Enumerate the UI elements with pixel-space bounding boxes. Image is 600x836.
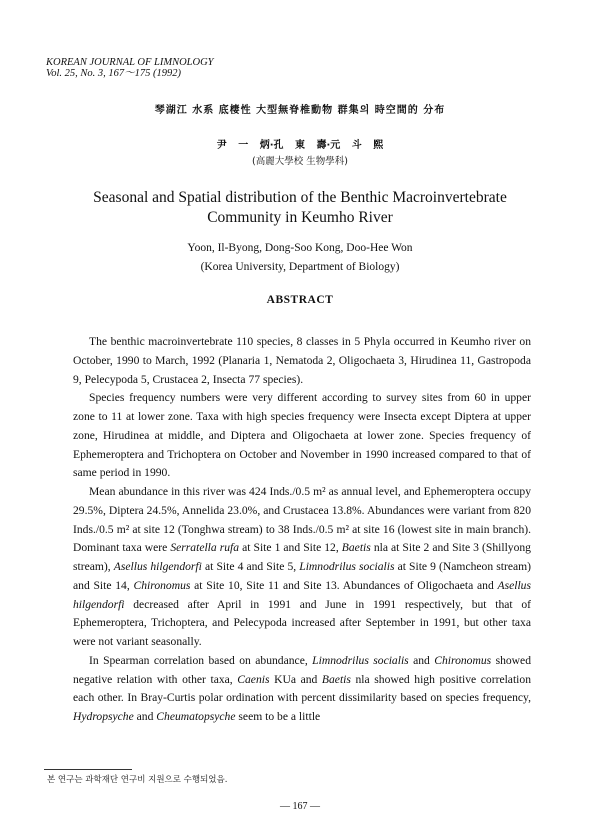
abstract-paragraph-2: Species frequency numbers were very different according to survey sites from 60 in upper zone to 11 at lower zone. Taxa with high species frequency were Insecta except Diptera at upper zone, Hirudinea at middle, and Diptera and Oligochaeta at lower zone. Species frequency of Ephemeroptera and Trichoptera on October and November in 1990 increased compared to that of same period in 1990. (73, 391, 531, 480)
abstract-paragraph-3 (73, 483, 531, 652)
text-run: Mean abundance in this river was 424 Inds./0.5 m² as annual level, and Ephemeroptera occupy 29.5%, Diptera 24.5%, Annelida 23.0%, and Crustacea 13.8%. Abundances were variant from 820 Inds./0.5 m² at site 12 (Tonghwa stream) to 38 Inds./0.5 m² at site 16 (lowest site in main branch). Dominant taxa were (73, 485, 531, 555)
english-title (60, 188, 540, 228)
taxon-name: Serratella rufa (170, 541, 240, 555)
text-run: nla showed high positive correlation each other. In Bray-Curtis polar ordination with percent dissimilarity based on species frequency, (73, 672, 531, 705)
english-authors: Yoon, Il-Byong, Dong-Soo Kong, Doo-Hee Won (187, 242, 413, 254)
taxon-name: Baetis (341, 541, 371, 555)
footnote: 본 연구는 과학재단 연구비 지원으로 수행되었음. (47, 775, 228, 785)
english-title-line2: Community in Keumho River (207, 209, 393, 226)
footnote-rule (44, 769, 132, 770)
text-run: at Site 4 and Site 5, (201, 560, 300, 573)
journal-header (46, 57, 214, 79)
taxon-name: Baetis (321, 672, 351, 686)
text-run: KUa and (269, 672, 322, 686)
abstract-paragraph-1: The benthic macroinvertebrate 110 species, 8 classes in 5 Phyla occurred in Keumho river on October, 1990 to March, 1992 (Planaria 1, Nematoda 2, Oligochaeta 3, Hirudinea 11, Gastropoda 9, Pelecypoda 5, Crustacea 2, Insecta 77 species). (73, 335, 531, 386)
text-run: and (133, 710, 157, 723)
english-affiliation: (Korea University, Department of Biology) (200, 261, 400, 273)
taxon-name: Limnodrilus socialis (312, 653, 409, 667)
text-run: at Site 1 and Site 12, (239, 541, 342, 555)
taxon-name: Cheumatopsyche (156, 710, 236, 723)
taxon-name: Limnodrilus socialis (299, 560, 395, 573)
taxon-name: Chironomus (434, 653, 492, 667)
journal-name: KOREAN JOURNAL OF LIMNOLOGY (46, 57, 214, 68)
abstract-paragraph-4 (73, 652, 531, 727)
text-run: seem to be a little (235, 710, 321, 723)
text-run: nla at Site 2 and Site 3 (Shillyong stream), (73, 541, 531, 573)
text-run: at Site 10, Site 11 and Site 13. Abundances of Oligochaeta and (190, 578, 498, 592)
taxon-name: Chironomus (133, 578, 191, 592)
korean-authors: 尹 一 炳·孔 東 壽·元 斗 熙 (216, 140, 384, 151)
taxon-name: Asellus hilgendorfi (73, 578, 531, 611)
text-run: showed negative relation with other taxa, (73, 653, 531, 686)
taxon-name: Caenis (237, 672, 270, 686)
journal-volume: Vol. 25, No. 3, 167～175 (1992) (46, 68, 182, 79)
text-run: decreased after April in 1991 and June in 1991 respectively, but that of Ephemeroptera, Trichoptera, and Pelecypoda increased after September in 1991, but other taxa were not variant seasonally. (73, 597, 531, 648)
text-run: In Spearman correlation based on abundance, (89, 653, 313, 667)
text-run: at Site 9 (Namcheon stream) and Site 14, (73, 560, 531, 592)
abstract-heading: ABSTRACT (266, 294, 334, 306)
korean-title: 琴湖江 水系 底棲性 大型無脊椎動物 群集의 時空間的 分布 (154, 105, 446, 116)
text-run: and (408, 653, 435, 667)
korean-affiliation: (高麗大學校 生物學科) (252, 156, 348, 167)
taxon-name: Asellus hilgendorfi (113, 560, 202, 573)
abstract-body (73, 333, 531, 727)
page-number: — 167 — (280, 801, 320, 812)
taxon-name: Hydropsyche (73, 710, 134, 723)
english-title-line1: Seasonal and Spatial distribution of the Benthic Macroinvertebrate (93, 189, 507, 206)
